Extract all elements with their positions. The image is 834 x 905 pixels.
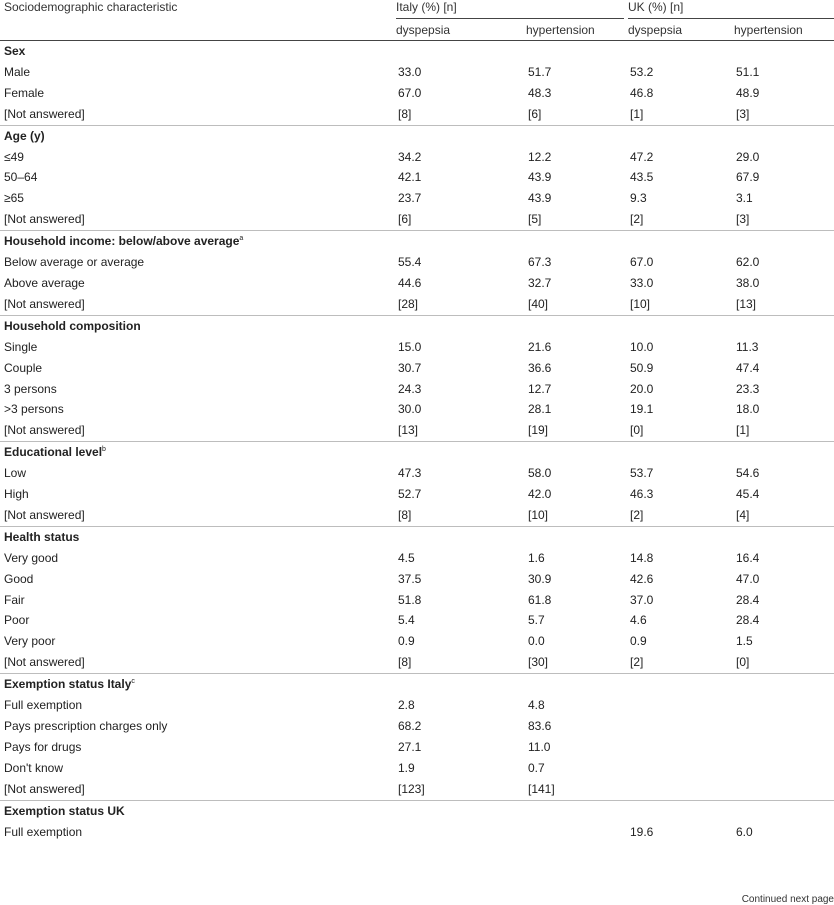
value-cell xyxy=(624,758,730,779)
value-cell: 12.2 xyxy=(528,149,552,164)
table-row xyxy=(0,716,834,737)
table-row xyxy=(0,779,834,800)
table-row xyxy=(0,167,834,188)
table-row xyxy=(0,569,834,590)
section-title: Household composition xyxy=(4,318,141,333)
row-label: [Not answered] xyxy=(4,296,85,311)
table-row xyxy=(0,399,834,420)
row-label: Single xyxy=(4,339,38,354)
section-title: Health status xyxy=(4,529,80,544)
table-row xyxy=(0,822,834,843)
table-row xyxy=(0,294,834,315)
first-column-header: Sociodemographic characteristic xyxy=(4,0,178,14)
value-cell: 5.7 xyxy=(528,613,545,628)
italy-group-header: Italy (%) [n] xyxy=(392,0,624,20)
table-row xyxy=(0,484,834,505)
value-cell: [10] xyxy=(630,296,651,311)
footnote-marker: a xyxy=(239,235,244,243)
value-cell: 47.2 xyxy=(630,149,654,164)
row-label: Poor xyxy=(4,613,30,628)
value-cell: 61.8 xyxy=(528,592,552,607)
table-row xyxy=(0,631,834,652)
value-cell: 14.8 xyxy=(630,550,654,565)
value-cell xyxy=(624,716,730,737)
value-cell: 4.5 xyxy=(398,550,415,565)
row-label: ≥65 xyxy=(4,191,24,206)
table-row xyxy=(0,273,834,294)
value-cell: 28.1 xyxy=(528,402,552,417)
value-cell: 4.8 xyxy=(528,698,545,713)
value-cell: 47.3 xyxy=(398,466,422,481)
value-cell: 0.7 xyxy=(528,760,545,775)
footnote-marker: b xyxy=(102,446,106,454)
value-cell: 42.6 xyxy=(630,571,654,586)
value-cell: [0] xyxy=(736,655,750,670)
section-cell xyxy=(0,800,834,821)
table-row xyxy=(0,505,834,526)
row-label: 50–64 xyxy=(4,170,38,185)
value-cell xyxy=(730,695,834,716)
value-cell: [6] xyxy=(398,212,412,227)
value-cell: 47.0 xyxy=(736,571,760,586)
value-cell: 12.7 xyxy=(528,381,552,396)
value-cell: 9.3 xyxy=(630,191,647,206)
uk-group-header: UK (%) [n] xyxy=(624,0,834,20)
value-cell: 2.8 xyxy=(398,698,415,713)
section-header-row xyxy=(0,800,834,821)
value-cell: [4] xyxy=(736,507,750,522)
value-cell: 20.0 xyxy=(630,381,654,396)
section-header-row xyxy=(0,41,834,62)
footnote-marker: c xyxy=(131,678,135,686)
value-cell: 3.1 xyxy=(736,191,753,206)
table-row xyxy=(0,188,834,209)
row-label: Male xyxy=(4,64,31,79)
value-cell: 0.9 xyxy=(630,634,647,649)
value-cell: 30.7 xyxy=(398,360,422,375)
table-row xyxy=(0,209,834,230)
value-cell xyxy=(730,737,834,758)
value-cell: [0] xyxy=(630,423,644,438)
table-row xyxy=(0,379,834,400)
row-label: Pays prescription charges only xyxy=(4,719,168,733)
value-cell: 0.9 xyxy=(398,634,415,649)
value-cell: 51.8 xyxy=(398,592,422,607)
value-cell: 51.7 xyxy=(528,64,552,79)
value-cell: [40] xyxy=(528,296,549,311)
table-row xyxy=(0,652,834,673)
value-cell: [1] xyxy=(630,106,644,121)
value-cell: 53.7 xyxy=(630,466,654,481)
value-cell: 48.9 xyxy=(736,85,760,100)
italy-hypertension-header: hypertension xyxy=(522,20,624,41)
value-cell: 21.6 xyxy=(528,339,552,354)
section-header-row xyxy=(0,526,834,547)
value-cell: 51.1 xyxy=(736,64,760,79)
value-cell: 67.0 xyxy=(398,85,422,100)
table-body xyxy=(0,41,834,843)
value-cell xyxy=(624,737,730,758)
value-cell: 4.6 xyxy=(630,613,647,628)
value-cell: 46.8 xyxy=(630,85,654,100)
value-cell: [2] xyxy=(630,212,644,227)
table-row xyxy=(0,420,834,441)
table-row xyxy=(0,610,834,631)
continued-note: Continued next page xyxy=(741,894,834,905)
value-cell: 23.7 xyxy=(398,191,422,206)
section-header-row xyxy=(0,674,834,695)
value-cell: 37.0 xyxy=(630,592,654,607)
table-row xyxy=(0,758,834,779)
value-cell xyxy=(730,758,834,779)
value-cell: 52.7 xyxy=(398,487,422,502)
uk-hypertension-header: hypertension xyxy=(730,20,834,41)
header-spacer xyxy=(0,20,392,41)
value-cell: [3] xyxy=(736,212,750,227)
table-row xyxy=(0,358,834,379)
row-label: Below average or average xyxy=(4,255,145,270)
value-cell: [10] xyxy=(528,507,549,522)
header-row-groups xyxy=(0,0,834,20)
section-cell xyxy=(0,41,834,62)
value-cell xyxy=(624,695,730,716)
section-header-row xyxy=(0,315,834,336)
row-label: [Not answered] xyxy=(4,212,85,227)
value-cell: [141] xyxy=(528,781,555,796)
value-cell: [8] xyxy=(398,106,412,121)
table-row xyxy=(0,252,834,273)
table-row xyxy=(0,337,834,358)
value-cell: [28] xyxy=(398,296,419,311)
value-cell: 43.9 xyxy=(528,191,552,206)
value-cell: 62.0 xyxy=(736,255,760,270)
section-cell xyxy=(0,526,834,547)
uk-dyspepsia-header: dyspepsia xyxy=(624,20,730,41)
value-cell: [123] xyxy=(398,781,425,796)
value-cell: 5.4 xyxy=(398,613,415,628)
value-cell: 53.2 xyxy=(630,64,654,79)
value-cell: [3] xyxy=(736,106,750,121)
value-cell: 1.5 xyxy=(736,634,753,649)
section-cell xyxy=(0,442,834,463)
section-title: Educational level xyxy=(4,445,103,460)
row-label: Low xyxy=(4,466,27,481)
value-cell: 54.6 xyxy=(736,466,760,481)
section-cell xyxy=(0,315,834,336)
value-cell: 27.1 xyxy=(398,739,422,754)
value-cell: 18.0 xyxy=(736,402,760,417)
value-cell xyxy=(730,779,834,800)
row-label: High xyxy=(4,487,29,502)
row-label: [Not answered] xyxy=(4,507,85,522)
value-cell: 58.0 xyxy=(528,466,552,481)
table-row xyxy=(0,147,834,168)
row-label: Above average xyxy=(4,275,85,290)
value-cell: 47.4 xyxy=(736,360,760,375)
value-cell: 30.9 xyxy=(528,571,552,586)
row-label: >3 persons xyxy=(4,402,64,417)
section-cell xyxy=(0,674,834,695)
row-label: 3 persons xyxy=(4,381,57,396)
row-label: Full exemption xyxy=(4,698,83,713)
value-cell: 28.4 xyxy=(736,613,760,628)
section-title: Sex xyxy=(4,44,26,58)
value-cell: 19.1 xyxy=(630,402,654,417)
row-label: Fair xyxy=(4,592,25,607)
section-title: Exemption status Italy xyxy=(4,677,132,692)
value-cell: 29.0 xyxy=(736,149,760,164)
table-row xyxy=(0,463,834,484)
value-cell: 67.9 xyxy=(736,170,760,185)
section-title: Household income: below/above average xyxy=(4,234,240,249)
value-cell: 43.9 xyxy=(528,170,552,185)
value-cell: 68.2 xyxy=(398,719,422,733)
value-cell: 32.7 xyxy=(528,275,552,290)
value-cell: 33.0 xyxy=(398,64,422,79)
table-row xyxy=(0,737,834,758)
value-cell: 45.4 xyxy=(736,487,760,502)
row-label: Good xyxy=(4,571,34,586)
value-cell: 42.1 xyxy=(398,170,422,185)
value-cell: 44.6 xyxy=(398,275,422,290)
value-cell: 11.0 xyxy=(528,739,551,754)
value-cell: 42.0 xyxy=(528,487,552,502)
value-cell: [2] xyxy=(630,507,644,522)
value-cell: [13] xyxy=(398,423,419,438)
value-cell: 38.0 xyxy=(736,275,760,290)
value-cell: 50.9 xyxy=(630,360,654,375)
row-label: Very good xyxy=(4,550,59,565)
section-header-row xyxy=(0,442,834,463)
value-cell: 16.4 xyxy=(736,550,760,565)
section-title: Age (y) xyxy=(4,128,45,143)
value-cell: 10.0 xyxy=(630,339,654,354)
value-cell: [5] xyxy=(528,212,542,227)
section-cell xyxy=(0,125,834,146)
section-title: Exemption status UK xyxy=(4,803,125,818)
row-label: Very poor xyxy=(4,634,56,649)
value-cell xyxy=(522,822,624,843)
row-label: [Not answered] xyxy=(4,655,85,670)
section-header-row xyxy=(0,125,834,146)
value-cell: 28.4 xyxy=(736,592,760,607)
value-cell: 83.6 xyxy=(528,719,552,733)
italy-dyspepsia-header: dyspepsia xyxy=(392,20,522,41)
value-cell: 1.6 xyxy=(528,550,545,565)
value-cell xyxy=(624,779,730,800)
value-cell: 36.6 xyxy=(528,360,552,375)
value-cell: [13] xyxy=(736,296,757,311)
value-cell: 30.0 xyxy=(398,402,422,417)
value-cell: 55.4 xyxy=(398,255,422,270)
table-row xyxy=(0,548,834,569)
table-row xyxy=(0,695,834,716)
row-label: Couple xyxy=(4,360,43,375)
table-row xyxy=(0,590,834,611)
value-cell: 0.0 xyxy=(528,634,545,649)
row-label: Don't know xyxy=(4,760,63,775)
value-cell: [30] xyxy=(528,655,549,670)
row-label: Female xyxy=(4,85,45,100)
value-cell: 67.3 xyxy=(528,255,552,270)
value-cell: 43.5 xyxy=(630,170,654,185)
value-cell xyxy=(392,822,522,843)
table-row xyxy=(0,83,834,104)
value-cell: 46.3 xyxy=(630,487,654,502)
table-row xyxy=(0,104,834,125)
value-cell: 48.3 xyxy=(528,85,552,100)
table-row xyxy=(0,62,834,83)
row-label: Full exemption xyxy=(4,824,83,839)
value-cell: 23.3 xyxy=(736,381,760,396)
value-cell: [6] xyxy=(528,106,542,121)
value-cell: 37.5 xyxy=(398,571,422,586)
value-cell: 33.0 xyxy=(630,275,654,290)
value-cell: 1.9 xyxy=(398,760,415,775)
value-cell: 6.0 xyxy=(736,824,753,839)
value-cell: [8] xyxy=(398,507,412,522)
value-cell: [2] xyxy=(630,655,644,670)
value-cell: 19.6 xyxy=(630,824,654,839)
section-header-row xyxy=(0,231,834,252)
value-cell: 67.0 xyxy=(630,255,654,270)
row-label: [Not answered] xyxy=(4,106,85,121)
value-cell: [19] xyxy=(528,423,549,438)
value-cell: 34.2 xyxy=(398,149,422,164)
value-cell: [8] xyxy=(398,655,412,670)
value-cell: 15.0 xyxy=(398,339,422,354)
value-cell: 24.3 xyxy=(398,381,422,396)
row-label: [Not answered] xyxy=(4,423,85,438)
row-label: Pays for drugs xyxy=(4,739,82,754)
section-cell xyxy=(0,231,834,252)
value-cell xyxy=(730,716,834,737)
row-label: ≤49 xyxy=(4,149,24,164)
value-cell: [1] xyxy=(736,423,750,438)
header-row-conditions xyxy=(0,20,834,41)
row-label: [Not answered] xyxy=(4,781,85,796)
value-cell: 11.3 xyxy=(736,339,759,354)
